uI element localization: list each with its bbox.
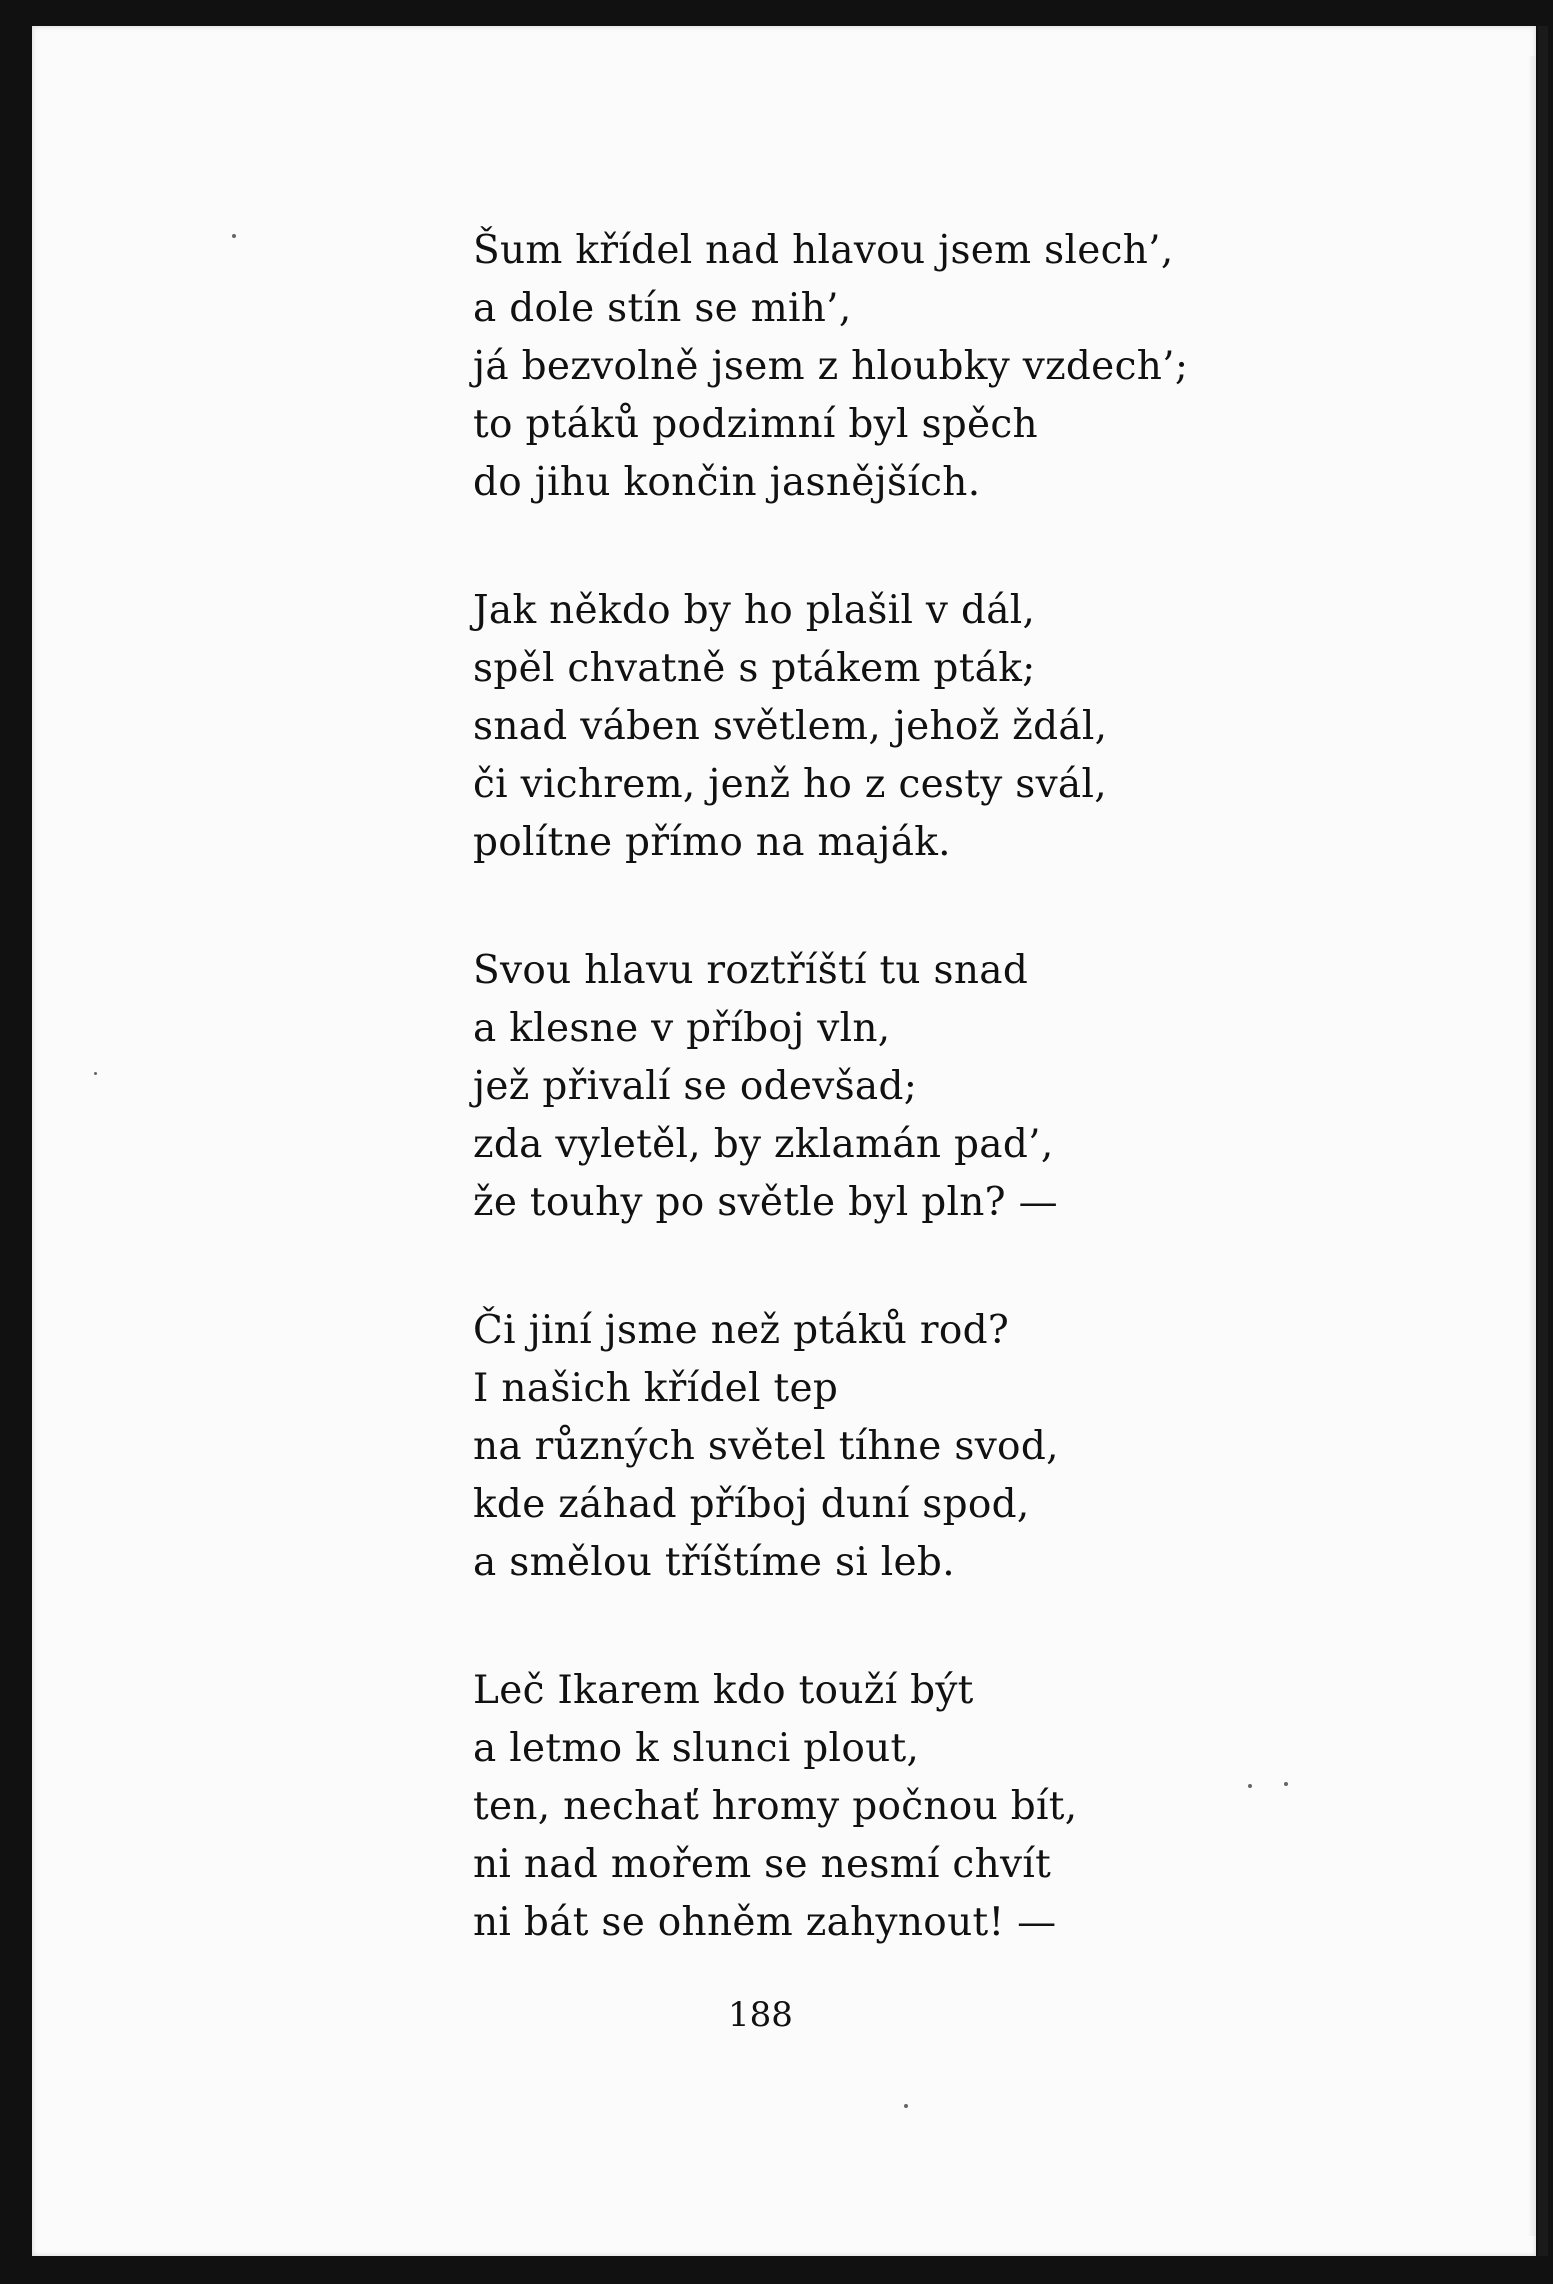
- poem-line: na různých světel tíhne svod,: [473, 1424, 1059, 1469]
- poem-line: že touhy po světle byl pln? —: [473, 1180, 1058, 1225]
- page-binding-edge: [1538, 26, 1548, 2256]
- page-edge-shadow: [1528, 56, 1536, 2236]
- scan-speck: [904, 2104, 908, 2108]
- poem-line: spěl chvatně s ptákem pták;: [473, 646, 1036, 691]
- poem-line: to ptáků podzimní byl spěch: [473, 402, 1038, 447]
- poem-line: či vichrem, jenž ho z cesty svál,: [473, 762, 1107, 807]
- poem-line: a smělou tříštíme si leb.: [473, 1540, 955, 1585]
- poem-line: a klesne v příboj vln,: [473, 1006, 891, 1051]
- poem-line: a letmo k slunci plout,: [473, 1726, 920, 1771]
- page-number: 188: [728, 1995, 793, 2035]
- poem-line: polítne přímo na maják.: [473, 820, 951, 865]
- poem-line: ni bát se ohněm zahynout! —: [473, 1900, 1057, 1945]
- poem-line: jež přivalí se odevšad;: [473, 1064, 918, 1109]
- poem-line: ni nad mořem se nesmí chvít: [473, 1842, 1052, 1887]
- stanza-5: [473, 1662, 1373, 1952]
- stanza-3: [473, 942, 1373, 1232]
- poem-line: Leč Ikarem kdo touží být: [473, 1668, 974, 1713]
- poem-line: I našich křídel tep: [473, 1366, 839, 1411]
- poem-line: a dole stín se mih’,: [473, 286, 852, 331]
- poem-line: Svou hlavu roztříští tu snad: [473, 948, 1029, 993]
- stanza-1: [473, 222, 1373, 512]
- poem-line: já bezvolně jsem z hloubky vzdech’;: [473, 344, 1189, 389]
- poem: [473, 222, 1373, 2022]
- scan-speck: [1284, 1782, 1288, 1786]
- poem-line: Či jiní jsme než ptáků rod?: [473, 1308, 1010, 1353]
- poem-line: zda vyletěl, by zklamán pad’,: [473, 1122, 1054, 1167]
- poem-line: kde záhad příboj duní spod,: [473, 1482, 1030, 1527]
- poem-line: Jak někdo by ho plašil v dál,: [473, 588, 1036, 633]
- poem-line: do jihu končin jasnějších.: [473, 460, 981, 505]
- poem-line: ten, nechať hromy počnou bít,: [473, 1784, 1078, 1829]
- scan-speck: [232, 234, 236, 238]
- stanza-2: [473, 582, 1373, 872]
- stanza-4: [473, 1302, 1373, 1592]
- poem-line: Šum křídel nad hlavou jsem slech’,: [473, 228, 1174, 273]
- scan-speck: [94, 1072, 97, 1075]
- poem-line: snad váben světlem, jehož ždál,: [473, 704, 1108, 749]
- scan-speck: [1248, 1784, 1252, 1788]
